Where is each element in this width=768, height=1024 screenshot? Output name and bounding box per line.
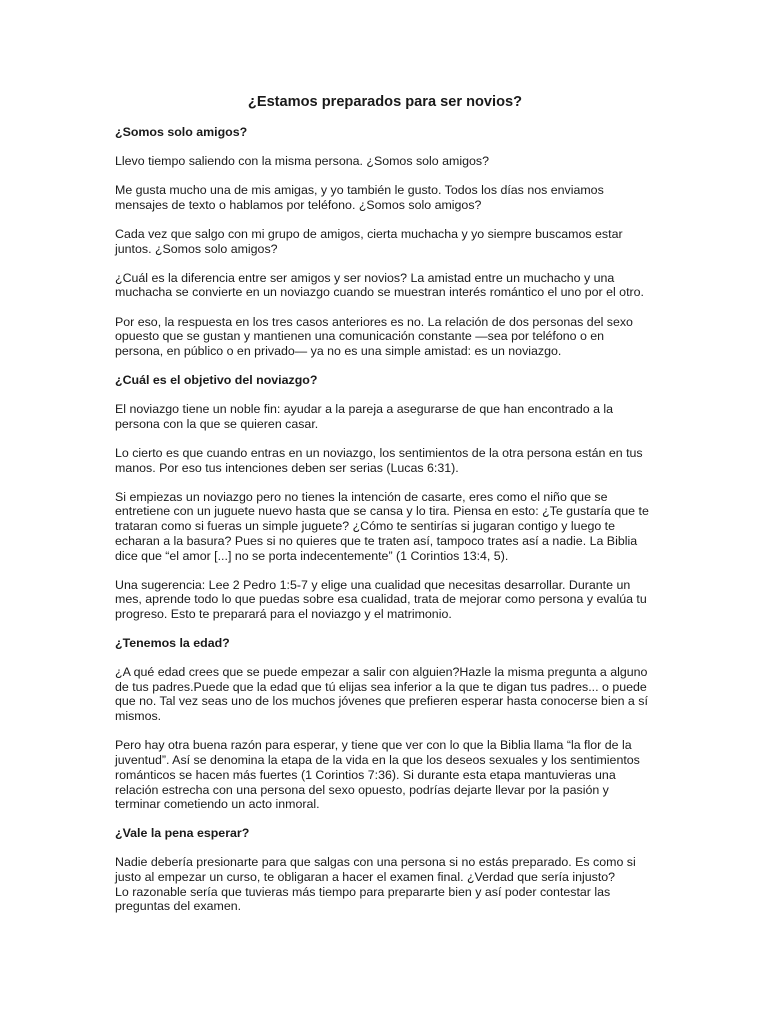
paragraph-line: mensajes de texto o hablamos por teléfono. ¿Somos solo amigos? [115,197,482,212]
paragraph-line: Lo razonable sería que tuvieras más tiempo para prepararte bien y así poder contestar las [115,884,611,899]
paragraph-line: Una sugerencia: Lee 2 Pedro 1:5-7 y elige una cualidad que necesitas desarrollar. Durante un [115,577,631,592]
paragraph [115,315,660,359]
paragraph-line: mismos. [115,709,162,724]
paragraph-line: entretiene con un juguete nuevo hasta que se cansa y lo tira. Piensa en esto: ¿Te gustaría que te [115,504,649,519]
paragraph [115,183,660,212]
paragraph-line: Lo cierto es que cuando entras en un noviazgo, los sentimientos de la otra persona están en tus [115,445,643,460]
paragraph-line: juventud”. Así se denomina la etapa de la vida en la que los deseos sexuales y los sentimientos [115,753,640,768]
paragraph [115,855,660,914]
paragraph-line: persona, en público o en privado— ya no es una simple amistad: es un noviazgo. [115,344,562,359]
paragraph-line: Me gusta mucho una de mis amigas, y yo también le gusto. Todos los días nos enviamos [115,182,604,197]
paragraph-line: progreso. Esto te preparará para el noviazgo y el matrimonio. [115,607,452,622]
paragraph-line: trataran como si fueras un simple juguete? ¿Cómo te sentirías si jugaran contigo y luego te [115,519,616,534]
paragraph [115,227,660,256]
section-heading: ¿Vale la pena esperar? [115,826,250,841]
paragraph [115,271,660,300]
paragraph-line: muchacha se convierte en un noviazgo cuando se muestran interés romántico el uno por el otro. [115,285,644,300]
paragraph [115,738,660,812]
paragraph-line: preguntas del examen. [115,899,242,914]
paragraph-line: Llevo tiempo saliendo con la misma persona. ¿Somos solo amigos? [115,153,489,168]
paragraph-line: terminar cometiendo un acto inmoral. [115,797,320,812]
paragraph [115,402,660,431]
paragraph-line: juntos. ¿Somos solo amigos? [115,241,278,256]
paragraph-line: echaran a la basura? Pues si no quieres que te traten así, tampoco trates así a nadie. La Biblia [115,533,638,548]
paragraph-line: manos. Por eso tus intenciones deben ser serias (Lucas 6:31). [115,460,459,475]
section-heading: ¿Somos solo amigos? [115,125,248,139]
paragraph-line: El noviazgo tiene un noble fin: ayudar a la pareja a asegurarse de que han encontrado a la [115,401,614,416]
paragraph [115,578,660,622]
paragraph-line: ¿Cuál es la diferencia entre ser amigos y ser novios? La amistad entre un muchacho y una [115,270,615,285]
paragraph-line: mes, aprende todo lo que puedas sobre esa cualidad, trata de mejorar como persona y evalúa tu [115,592,647,607]
paragraph-line: ¿A qué edad crees que se puede empezar a salir con alguien?Hazle la misma pregunta a alguno [115,665,648,680]
paragraph-line: opuesto que se gustan y mantienen una comunicación constante —sea por teléfono o en [115,329,605,344]
paragraph-line: persona con la que se quieren casar. [115,416,319,431]
paragraph [115,665,660,724]
paragraph-line: románticos se hacen más fuertes (1 Corintios 7:36). Si durante esta etapa mantuvieras una [115,767,616,782]
section-heading: ¿Cuál es el objetivo del noviazgo? [115,373,318,388]
paragraph-line: relación estrecha con una persona del sexo opuesto, podrías dejarte llevar por la pasión y [115,782,609,797]
paragraph-line: de tus padres.Puede que la edad que tú elijas sea inferior a la que te digan tus padres... o puede [115,679,647,694]
paragraph-line: Pero hay otra buena razón para esperar, y tiene que ver con lo que la Biblia llama “la flor de la [115,738,632,753]
paragraph [115,154,660,169]
document-page [115,93,660,928]
paragraph-line: Por eso, la respuesta en los tres casos anteriores es no. La relación de dos personas del sexo [115,314,633,329]
paragraph-line: Nadie debería presionarte para que salgas con una persona si no estás preparado. Es como si [115,855,636,870]
document-body [115,125,660,914]
paragraph-line: justo al empezar un curso, te obligaran a hacer el examen final. ¿Verdad que sería injusto? [115,869,616,884]
section-heading: ¿Tenemos la edad? [115,636,230,651]
paragraph [115,446,660,475]
paragraph-line: que no. Tal vez seas uno de los muchos jóvenes que prefieren esperar hasta conocerse bien a sí [115,694,648,709]
paragraph-line: Si empiezas un noviazgo pero no tienes la intención de casarte, eres como el niño que se [115,489,608,504]
paragraph [115,490,660,564]
paragraph-line: dice que “el amor [...] no se porta indecentemente” (1 Corintios 13:4, 5). [115,548,509,563]
document-title: ¿Estamos preparados para ser novios? [247,94,523,110]
paragraph-line: Cada vez que salgo con mi grupo de amigos, cierta muchacha y yo siempre buscamos estar [115,226,623,241]
